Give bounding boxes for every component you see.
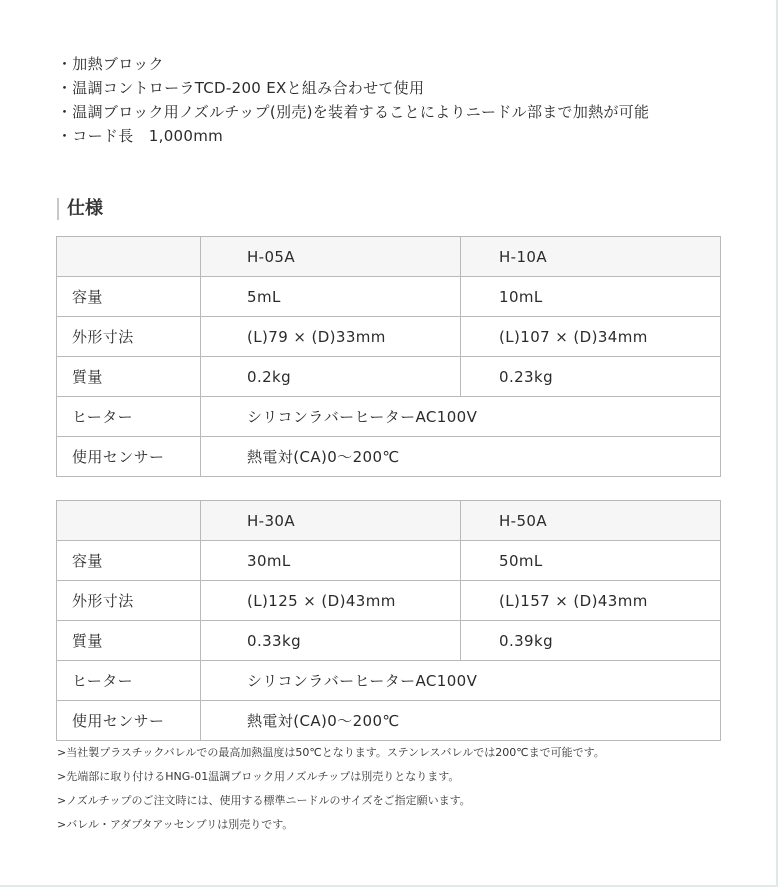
header-blank-cell	[57, 501, 201, 541]
cell-value: 50mL	[461, 541, 721, 581]
table-row	[57, 621, 721, 661]
cell-value: 0.39kg	[461, 621, 721, 661]
cell-value: シリコンラバーヒーターAC100V	[201, 397, 721, 437]
cell-value: (L)107 × (D)34mm	[461, 317, 721, 357]
cell-value: 30mL	[201, 541, 461, 581]
cell-value: 熱電対(CA)0〜200℃	[201, 701, 721, 741]
spec-table-1	[56, 236, 721, 477]
feature-item: ・温調ブロック用ノズルチップ(別売)を装着することによりニードル部まで加熱が可能	[57, 103, 650, 121]
note-item: >ノズルチップのご注文時には、使用する標準ニードルのサイズをご指定願います。	[57, 794, 471, 807]
cell-value: (L)79 × (D)33mm	[201, 317, 461, 357]
table-row	[57, 581, 721, 621]
cell-value: 0.2kg	[201, 357, 461, 397]
cell-value: 5mL	[201, 277, 461, 317]
model-header: H-30A	[201, 501, 461, 541]
feature-item: ・加熱ブロック	[57, 55, 164, 73]
cell-value: シリコンラバーヒーターAC100V	[201, 661, 721, 701]
note-item: >バレル・アダプタアッセンブリは別売りです。	[57, 818, 294, 831]
model-header: H-05A	[201, 237, 461, 277]
table-header-row	[57, 501, 721, 541]
row-label: 容量	[57, 541, 201, 581]
note-item: >当社製プラスチックバレルでの最高加熱温度は50℃となります。ステンレスバレルでは200℃まで可能です。	[57, 746, 605, 759]
table-row	[57, 661, 721, 701]
table-header-row	[57, 237, 721, 277]
feature-item: ・コード長 1,000mm	[57, 127, 224, 145]
section-title: 仕様	[57, 198, 103, 220]
table-row	[57, 701, 721, 741]
row-label: 質量	[57, 357, 201, 397]
table-row	[57, 277, 721, 317]
table-row	[57, 357, 721, 397]
row-label: 質量	[57, 621, 201, 661]
header-blank-cell	[57, 237, 201, 277]
feature-item: ・温調コントローラTCD-200 EXと組み合わせて使用	[57, 79, 425, 97]
row-label: 使用センサー	[57, 701, 201, 741]
model-header: H-50A	[461, 501, 721, 541]
table-row	[57, 541, 721, 581]
row-label: 使用センサー	[57, 437, 201, 477]
table-row	[57, 397, 721, 437]
row-label: ヒーター	[57, 397, 201, 437]
cell-value: (L)157 × (D)43mm	[461, 581, 721, 621]
cell-value: 0.33kg	[201, 621, 461, 661]
spec-table-2	[56, 500, 721, 741]
cell-value: 0.23kg	[461, 357, 721, 397]
cell-value: 10mL	[461, 277, 721, 317]
row-label: 外形寸法	[57, 317, 201, 357]
feature-list	[57, 52, 649, 148]
table-row	[57, 317, 721, 357]
cell-value: 熱電対(CA)0〜200℃	[201, 437, 721, 477]
cell-value: (L)125 × (D)43mm	[201, 581, 461, 621]
row-label: ヒーター	[57, 661, 201, 701]
notes-list	[57, 741, 605, 837]
model-header: H-10A	[461, 237, 721, 277]
row-label: 外形寸法	[57, 581, 201, 621]
row-label: 容量	[57, 277, 201, 317]
note-item: >先端部に取り付けるHNG-01温調ブロック用ノズルチップは別売りとなります。	[57, 770, 460, 783]
table-row	[57, 437, 721, 477]
